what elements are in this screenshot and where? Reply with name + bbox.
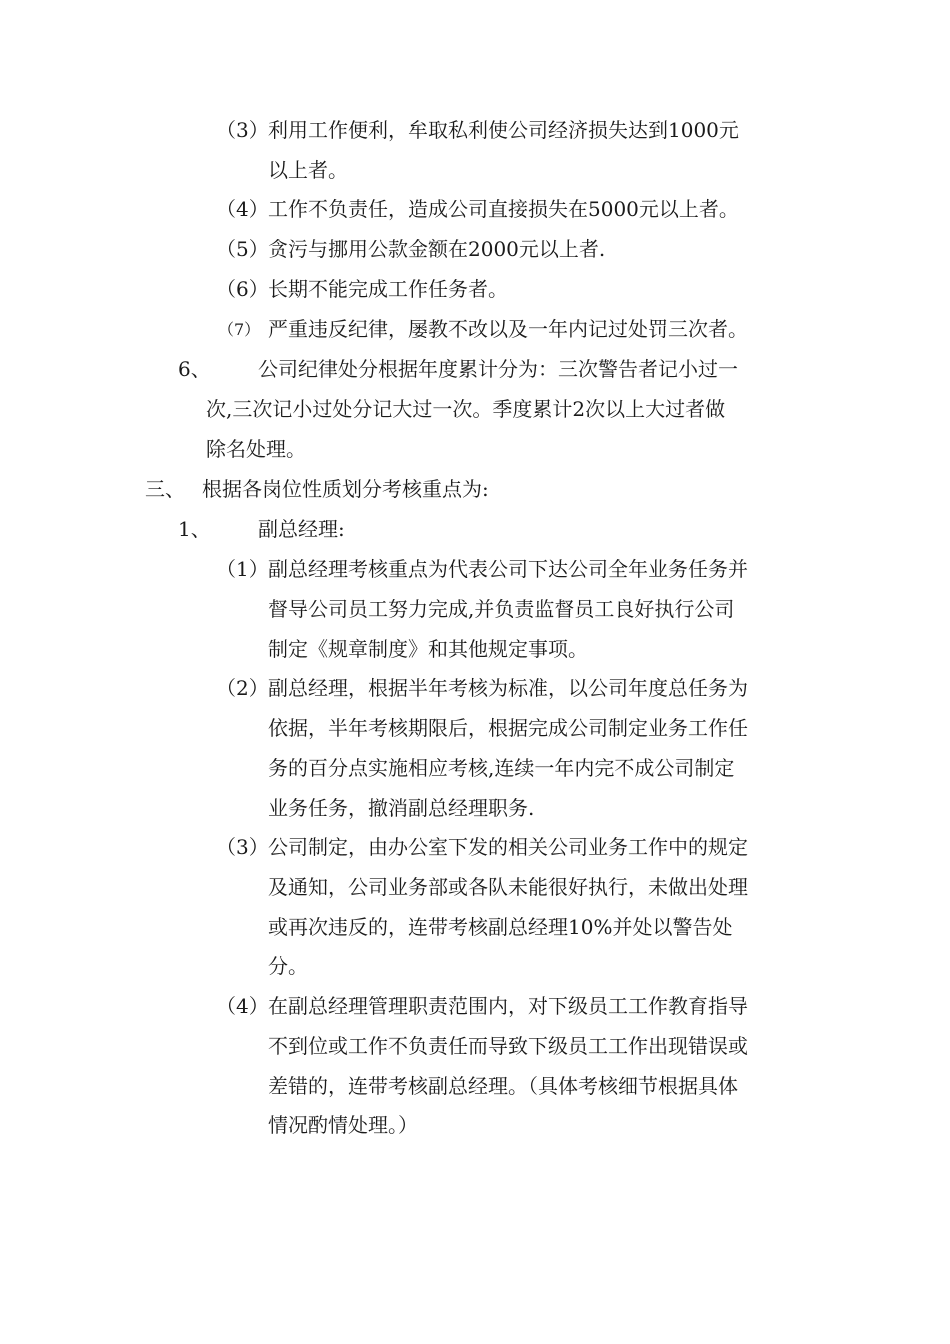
item-text-line: 不到位或工作不负责任而导致下级员工工作出现错误或 <box>268 1034 748 1058</box>
subheading-text: 副总经理: <box>258 517 345 541</box>
item-text-line: 务的百分点实施相应考核,连续一年内完不成公司制定 <box>268 756 735 780</box>
item-text-line: 情况酌情处理。） <box>268 1113 418 1137</box>
subheading-marker: 1、 <box>178 517 211 541</box>
section-text-line: 次,三次记小过处分记大过一次。季度累计2次以上大过者做 <box>206 397 726 421</box>
section-text-line: 除名处理。 <box>206 437 306 461</box>
heading-marker: 三、 <box>145 477 185 501</box>
item-text-line: 副总经理，根据半年考核为标准，以公司年度总任务为 <box>268 676 748 700</box>
item-text-line: 业务任务，撤消副总经理职务. <box>268 796 535 820</box>
item-text-line: 工作不负责任，造成公司直接损失在5000元以上者。 <box>268 197 739 221</box>
item-text-line: 差错的，连带考核副总经理。（具体考核细节根据具体 <box>268 1074 738 1098</box>
item-marker: （3） <box>216 118 269 142</box>
item-text-line: 公司制定，由办公室下发的相关公司业务工作中的规定 <box>268 835 748 859</box>
item-text-line: 利用工作便利，牟取私利使公司经济损失达到1000元 <box>268 118 739 142</box>
section-marker: 6、 <box>178 357 211 381</box>
item-marker: （6） <box>216 277 269 301</box>
item-marker: （1） <box>216 557 269 581</box>
item-text-line: 制定《规章制度》和其他规定事项。 <box>268 637 588 661</box>
item-text-line: 依据，半年考核期限后，根据完成公司制定业务工作任 <box>268 716 748 740</box>
item-text-line: 分。 <box>268 954 308 978</box>
item-marker: （4） <box>216 994 269 1018</box>
item-text-line: 以上者。 <box>268 158 348 182</box>
item-text-line: 贪污与挪用公款金额在2000元以上者. <box>268 237 606 261</box>
section-text-line: 公司纪律处分根据年度累计分为：三次警告者记小过一 <box>258 357 738 381</box>
item-text-line: 长期不能完成工作任务者。 <box>268 277 508 301</box>
item-marker: （2） <box>216 676 269 700</box>
item-text-line: 或再次违反的，连带考核副总经理10%并处以警告处 <box>268 915 733 939</box>
item-text-line: 在副总经理管理职责范围内，对下级员工工作教育指导 <box>268 994 748 1018</box>
item-marker: （5） <box>216 237 269 261</box>
item-text-line: 副总经理考核重点为代表公司下达公司全年业务任务并 <box>268 557 748 581</box>
item-marker: （3） <box>216 835 269 859</box>
item-text-line: 及通知，公司业务部或各队未能很好执行，未做出处理 <box>268 875 748 899</box>
item-text-line: 督导公司员工努力完成,并负责监督员工良好执行公司 <box>268 597 735 621</box>
heading-text: 根据各岗位性质划分考核重点为: <box>202 477 489 501</box>
item-marker: （4） <box>216 197 269 221</box>
item-marker: （7） <box>218 320 261 339</box>
item-text-line: 严重违反纪律，屡教不改以及一年内记过处罚三次者。 <box>268 317 748 341</box>
